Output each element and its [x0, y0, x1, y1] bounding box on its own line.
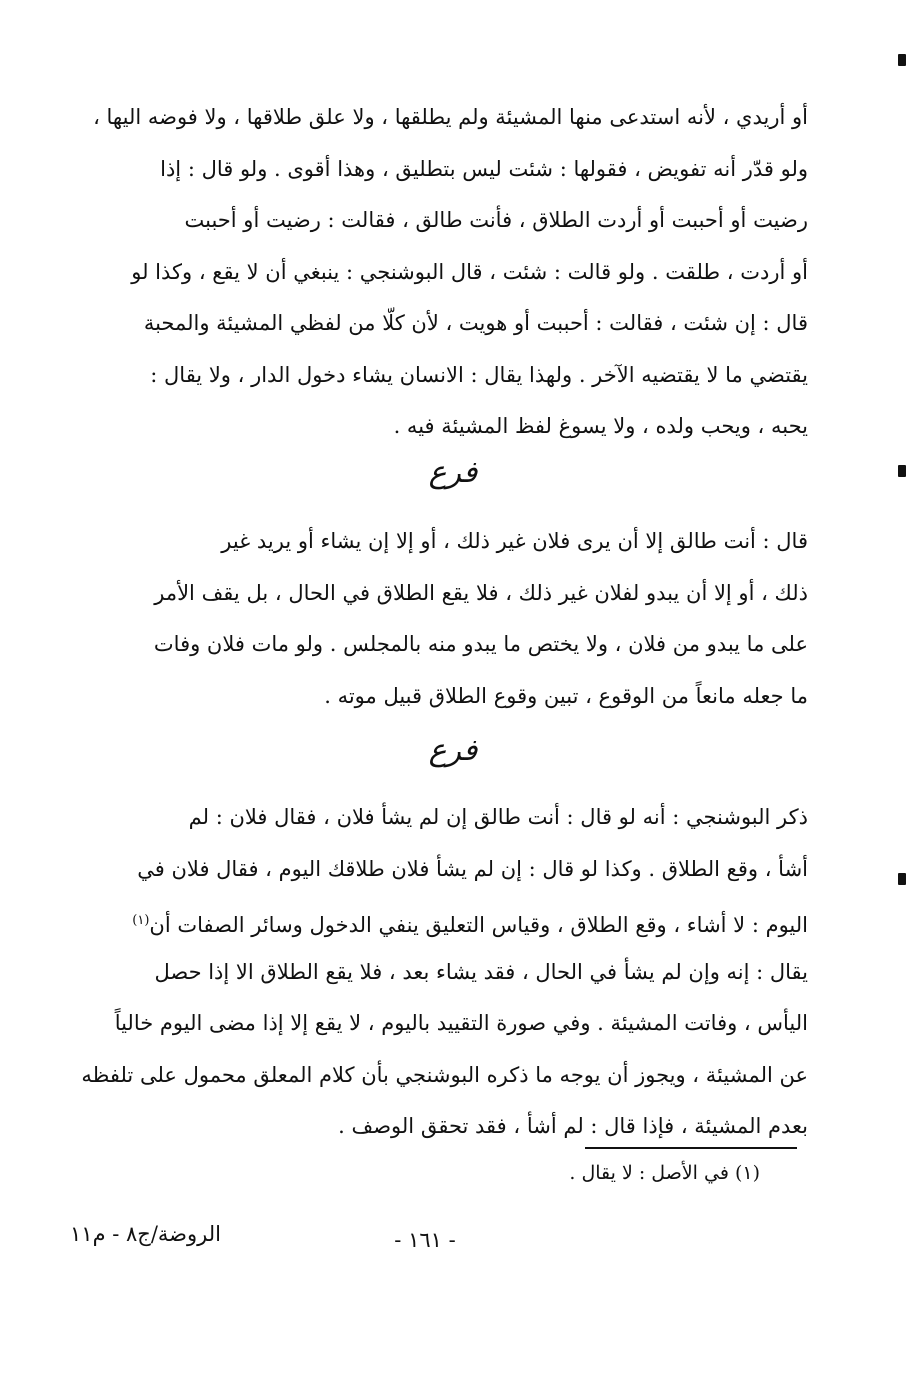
text-line: أشأ ، وقع الطلاق . وكذا لو قال : إن لم يشأ فلان طلاقك اليوم ، فقال فلان في	[137, 856, 808, 881]
text-line: بعدم المشيئة ، فإذا قال : لم أشأ ، فقد تحقق الوصف .	[338, 1114, 808, 1138]
section-heading: فرع	[428, 733, 478, 768]
footnote-divider	[585, 1147, 797, 1149]
text-line-content: اليوم : لا أشاء ، وقع الطلاق ، وقياس التعليق ينفي الدخول وسائر الصفات أن	[149, 913, 808, 937]
text-line: رضيت أو أحببت أو أردت الطلاق ، فأنت طالق ، فقالت : رضيت أو أحببت	[184, 208, 808, 232]
text-line: قال : أنت طالق إلا أن يرى فلان غير ذلك ، أو إلا إن يشاء أو يريد غير	[221, 529, 808, 553]
paragraph-section-3	[80, 792, 808, 1153]
text-line: قال : إن شئت ، فقالت : أحببت أو هويت ، لأن كلّا من لفظي المشيئة والمحبة	[143, 311, 808, 335]
text-line: أو أريدي ، لأنه استدعى منها المشيئة ولم يطلقها ، ولا علق طلاقها ، ولا فوضه اليها ،	[93, 105, 808, 129]
footnote-marker: (١)	[132, 913, 150, 928]
text-line: ذلك ، أو إلا أن يبدو لفلان غير ذلك ، فلا يقع الطلاق في الحال ، بل يقف الأمر	[154, 580, 808, 605]
text-line: يقال : إنه وإن لم يشأ في الحال ، فقد يشاء بعد ، فلا يقع الطلاق الا إذا حصل	[154, 959, 808, 984]
section-heading: فرع	[428, 455, 478, 490]
text-line	[80, 895, 808, 947]
text-line: يحبه ، ويحب ولده ، ولا يسوغ لفظ المشيئة فيه .	[393, 414, 808, 438]
text-line: ما جعله مانعاً من الوقوع ، تبين وقوع الطلاق قبيل موته .	[324, 683, 808, 708]
text-line: على ما يبدو من فلان ، ولا يختص ما يبدو منه بالمجلس . ولو مات فلان وفات	[153, 632, 808, 656]
text-line: عن المشيئة ، ويجوز أن يوجه ما ذكره البوشنجي بأن كلام المعلق محمول على تلفظه	[81, 1062, 808, 1087]
paragraph-section-2	[80, 516, 808, 722]
footnote: (١) في الأصل : لا يقال .	[569, 1162, 760, 1184]
text-line: ولو قدّر أنه تفويض ، فقولها : شئت ليس بتطليق ، وهذا أقوى . ولو قال : إذا	[160, 156, 808, 181]
text-line: يقتضي ما لا يقتضيه الآخر . ولهذا يقال : الانسان يشاء دخول الدار ، ولا يقال :	[150, 362, 808, 387]
page-edge-mark	[898, 873, 906, 885]
text-line: أو أردت ، طلقت . ولو قالت : شئت ، قال البوشنجي : ينبغي أن لا يقع ، وكذا لو	[131, 259, 808, 284]
page-number: - ١٦١ -	[394, 1228, 456, 1252]
text-line: ذكر البوشنجي : أنه لو قال : أنت طالق إن لم يشأ فلان ، فقال فلان : لم	[188, 805, 808, 829]
text-line: اليأس ، وفاتت المشيئة . وفي صورة التقييد باليوم ، لا يقع إلا إذا مضى اليوم خالياً	[114, 1011, 808, 1035]
page-edge-mark	[898, 54, 906, 66]
signature-mark: الروضة/ج٨ - م١١	[70, 1222, 221, 1246]
paragraph-section-1	[80, 92, 808, 453]
